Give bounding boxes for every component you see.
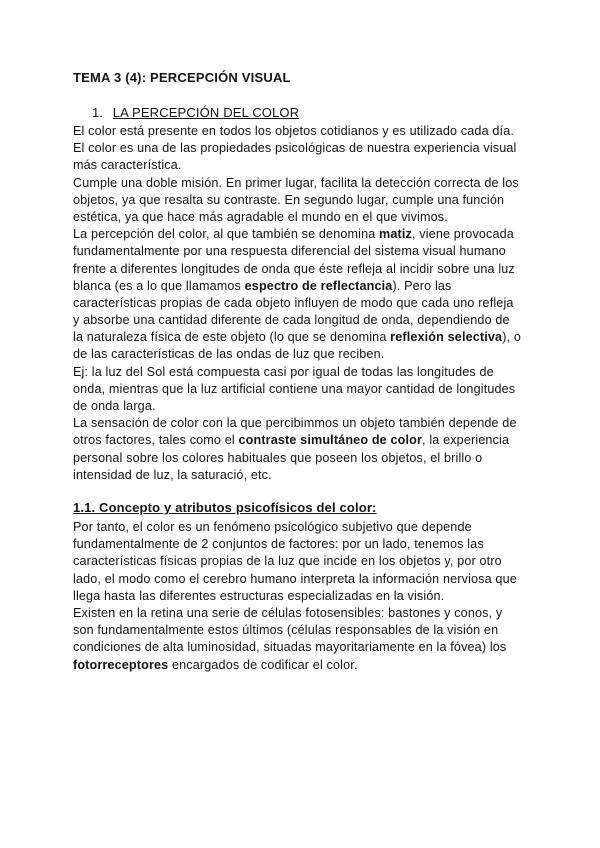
text-segment: personal sobre los colores habituales que poseen los objetos, el brillo o: [73, 450, 483, 465]
text-line: [73, 467, 533, 484]
text-line: [73, 381, 533, 398]
text-segment: Existen en la retina una serie de células fotosensibles: bastones y conos, y: [73, 605, 503, 620]
section-body: [73, 123, 533, 484]
text-line: [73, 398, 533, 415]
text-line: [73, 243, 533, 260]
text-line: [73, 571, 533, 588]
text-line: [73, 123, 533, 140]
text-segment: Por tanto, el color es un fenómeno psicológico subjetivo que depende: [73, 520, 472, 534]
text-segment: la naturaleza física de este objeto (lo que se denomina: [73, 330, 391, 345]
subsection-body: [73, 519, 533, 674]
text-segment: La percepción del color, al que también se denomina: [73, 227, 380, 242]
section-title: LA PERCEPCIÓN DEL COLOR: [112, 105, 300, 120]
bold-term: matiz: [379, 227, 412, 242]
text-line: [73, 536, 533, 553]
text-line: [73, 622, 533, 639]
text-segment: El color es una de las propiedades psicológicas de nuestra experiencia visual: [73, 141, 517, 156]
bold-term: espectro de reflectancia: [244, 278, 393, 293]
text-segment: lado, el modo como el cerebro humano interpreta la información nerviosa que: [73, 571, 517, 586]
text-segment: , viene provocada: [412, 227, 514, 242]
text-line: [73, 209, 533, 226]
text-line: [73, 519, 533, 536]
text-segment: ), o: [502, 330, 522, 345]
text-segment: objetos, ya que resalta su contraste. En segundo lugar, cumple una función: [73, 192, 505, 207]
text-segment: intensidad de luz, la saturació, etc.: [73, 467, 272, 482]
text-line: [73, 261, 533, 278]
text-segment: La sensación de color con la que percibimmos un objeto también depende de: [73, 416, 517, 431]
text-line: [73, 346, 533, 363]
text-segment: más característica.: [73, 158, 182, 173]
text-line: [73, 278, 533, 295]
text-segment: blanca (es a lo que llamamos: [73, 278, 245, 293]
text-segment: fundamentalmente por una respuesta diferencial del sistema visual humano: [73, 244, 506, 259]
subsection-title: 1.1. Concepto y atributos psicofísicos del color:: [73, 500, 377, 515]
text-segment: , la experiencia: [422, 433, 510, 448]
text-segment: de las características de las ondas de luz que reciben.: [73, 347, 385, 362]
text-segment: de onda larga.: [73, 399, 156, 413]
text-segment: encargados de codificar el color.: [168, 657, 358, 672]
text-segment: condiciones de alta luminosidad, situadas mayoritariamente en la fóvea) los: [73, 640, 507, 655]
text-line: [73, 415, 533, 432]
text-line: [73, 657, 533, 674]
text-line: [73, 140, 533, 157]
text-line: [73, 295, 533, 312]
text-line: [73, 157, 533, 174]
text-segment: estética, ya que hace más agradable el mundo en el que vivimos.: [73, 209, 448, 224]
text-line: [73, 432, 533, 449]
text-line: [73, 312, 533, 329]
text-segment: frente a diferentes longitudes de onda que éste refleja al incidir sobre una luz: [73, 261, 515, 276]
text-segment: onda, mientras que la luz artificial contiene una mayor cantidad de longitudes: [73, 381, 516, 396]
text-segment: ). Pero las: [392, 278, 452, 293]
bold-term: contraste simultáneo de color: [238, 433, 423, 448]
text-line: [73, 450, 533, 467]
text-segment: llega hasta las diferentes estructuras especializadas en la visión.: [73, 588, 445, 603]
text-line: [73, 364, 533, 381]
text-segment: son fundamentalmente estos últimos (células responsables de la visión en: [73, 623, 499, 638]
section-heading: [92, 105, 299, 120]
text-segment: Ej: la luz del Sol está compuesta casi por igual de todas las longitudes de: [73, 364, 494, 379]
text-line: [73, 192, 533, 209]
text-segment: El color está presente en todos los objetos cotidianos y es utilizado cada día.: [73, 124, 514, 138]
text-line: [73, 175, 533, 192]
text-segment: características físicas propias de la luz que incide en los objetos y, por otro: [73, 554, 502, 569]
text-segment: y absorbe una cantidad diferente de cada longitud de onda, dependiendo de: [73, 313, 510, 328]
text-line: [73, 329, 533, 346]
bold-term: fotorreceptores: [73, 657, 169, 672]
section-number: 1.: [92, 105, 104, 120]
text-segment: otros factores, tales como el: [73, 433, 239, 448]
text-line: [73, 605, 533, 622]
text-segment: fundamentalmente de 2 conjuntos de factores: por un lado, tenemos las: [73, 537, 484, 552]
text-segment: características propias de cada objeto influyen de modo que cada uno refleja: [73, 295, 514, 310]
text-line: [73, 639, 533, 656]
document-title: TEMA 3 (4): PERCEPCIÓN VISUAL: [73, 70, 291, 85]
text-line: [73, 553, 533, 570]
text-line: [73, 226, 533, 243]
bold-term: reflexión selectiva: [390, 330, 503, 345]
text-line: [73, 588, 533, 605]
text-segment: Cumple una doble misión. En primer lugar, facilita la detección correcta de los: [73, 175, 519, 190]
